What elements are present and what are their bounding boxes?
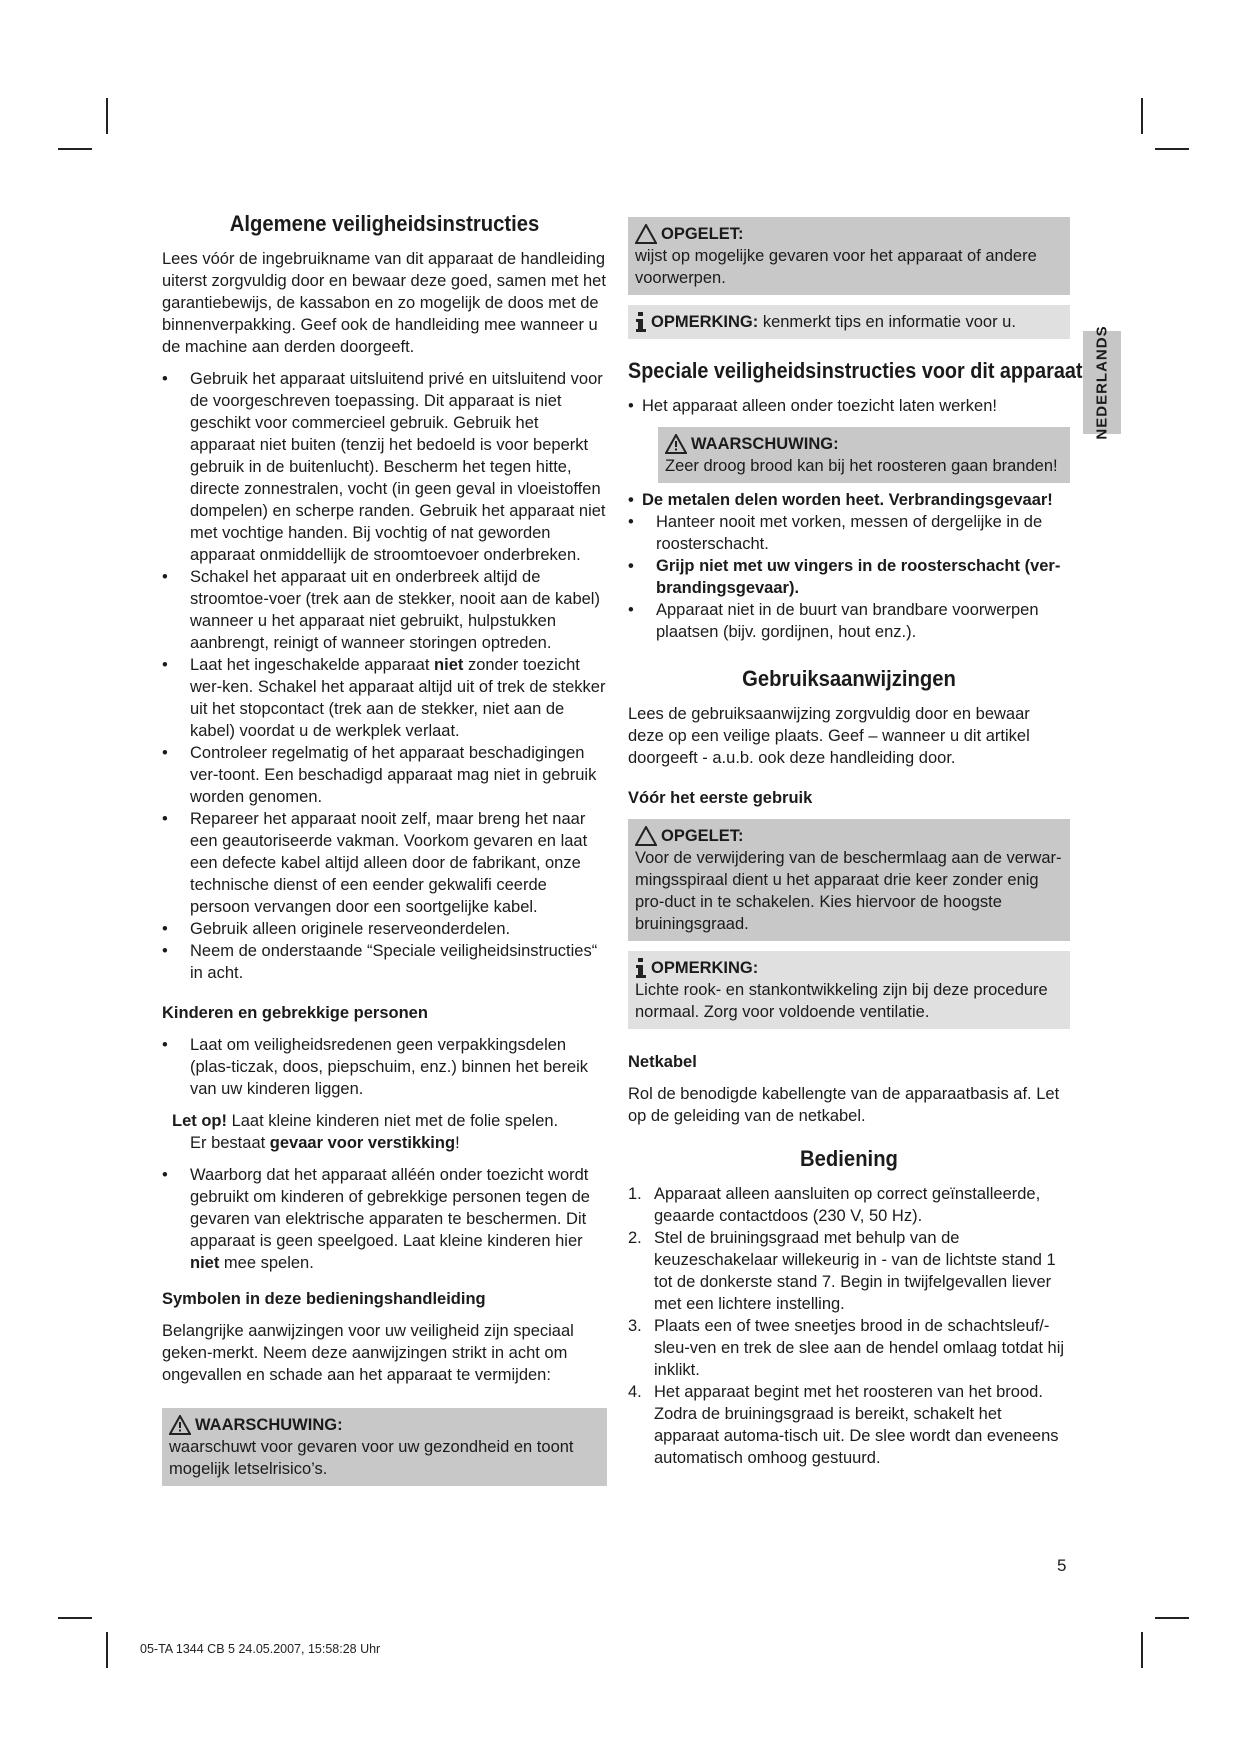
letop-note: Let op! Laat kleine kinderen niet met de folie spelen. Er bestaat gevaar voor verstikking! xyxy=(172,1112,559,1152)
caution-icon xyxy=(635,826,657,846)
list-item: • Grijp niet met uw vingers in de roosterschacht (ver-brandingsgevaar). xyxy=(628,557,1061,597)
special-list-2 xyxy=(628,489,1070,643)
warning-box-2 xyxy=(658,427,1070,483)
warning-text: waarschuwt voor gevaren voor uw gezondheid en toont mogelijk letselrisico’s. xyxy=(169,1438,574,1478)
info-icon xyxy=(635,958,647,978)
note-box xyxy=(628,305,1070,339)
caution-box-2 xyxy=(628,819,1070,941)
note-text: Lichte rook- en stankontwikkeling zijn bij deze procedure normaal. Zorg voor voldoende ventilatie. xyxy=(635,981,1048,1021)
operation-steps xyxy=(628,1183,1070,1469)
kids-list-2 xyxy=(162,1164,607,1274)
list-item: • Gebruik het apparaat uitsluitend privé en uitsluitend voor de voorgeschreven toepassing. Dit apparaat is niet geschikt voor commercieel gebruik. Gebruik het apparaat niet buiten (tenzij het bedoeld is voor beperkt gebruik in de buitenlucht). Bescherm het tegen hitte, directe zonnestralen, vocht (in geen geval in vloeistoffen dompelen) en scherpe randen. Gebruik het apparaat niet met vochtige handen. Bij vochtig of nat geworden apparaat onmiddellijk de stroomtoevoer onderbreken. xyxy=(162,370,606,564)
caution-text: Voor de verwijdering van de beschermlaag aan de verwar-mingsspiraal dient u het apparaat drie keer zonder enig pro-duct in te schakelen. Kies hiervoor de hoogste bruiningsgraad. xyxy=(635,849,1062,933)
usage-paragraph: Lees de gebruiksaanwijzing zorgvuldig door en bewaar deze op een veilige plaats. Geef – wanneer u dit artikel doorgeeft - a.u.b. ook deze handleiding door. xyxy=(628,705,1030,767)
list-item: • Het apparaat alleen onder toezicht laten werken! xyxy=(628,397,997,415)
symbols-heading: Symbolen in deze bedieningshandleiding xyxy=(162,1290,486,1308)
operation-heading: Bediening xyxy=(800,1146,898,1171)
list-item: • De metalen delen worden heet. Verbrandingsgevaar! xyxy=(628,491,1053,509)
cable-paragraph: Rol de benodigde kabellengte van de apparaatbasis af. Let op de geleiding van de netkabel. xyxy=(628,1085,1060,1125)
left-column xyxy=(162,210,607,1486)
list-item: 3. Plaats een of twee sneetjes brood in de schachtsleuf/-sleu-ven en trek de slee aan de hendel omlaag totdat hij inklikt. xyxy=(628,1317,1065,1379)
list-item: • Controleer regelmatig of het apparaat beschadigingen ver-toont. Een beschadigd apparaat mag niet in gebruik worden genomen. xyxy=(162,744,597,806)
crop-mark xyxy=(1141,1632,1143,1668)
caution-icon xyxy=(635,224,657,244)
crop-mark xyxy=(1141,98,1143,134)
warning-label: WAARSCHUWING: xyxy=(691,435,839,453)
print-footer: 05-TA 1344 CB 5 24.05.2007, 15:58:28 Uhr xyxy=(140,1642,381,1656)
list-item: • Waarborg dat het apparaat alléén onder toezicht wordt gebruikt om kinderen of gebrekkige personen tegen de gevaren van elektrische apparaten te beschermen. Dit apparaat is geen speelgoed. Laat kleine kinderen hier niet mee spelen. xyxy=(162,1166,590,1272)
safety-list xyxy=(162,368,607,984)
list-item: • Laat om veiligheidsredenen geen verpakkingsdelen (plas-ticzak, doos, piepschuim, enz.) binnen het bereik van uw kinderen liggen. xyxy=(162,1036,589,1098)
crop-mark xyxy=(58,1617,92,1619)
crop-mark xyxy=(106,1632,108,1668)
note-text: kenmerkt tips en informatie voor u. xyxy=(758,313,1016,331)
symbols-paragraph: Belangrijke aanwijzingen voor uw veiligheid zijn speciaal geken-merkt. Neem deze aanwijzingen strikt in acht om ongevallen en schade aan het apparaat te vermijden: xyxy=(162,1322,574,1384)
warning-box xyxy=(162,1408,607,1486)
warning-text: Zeer droog brood kan bij het roosteren gaan branden! xyxy=(665,457,1058,475)
info-icon xyxy=(635,312,647,332)
intro-paragraph: Lees vóór de ingebruikname van dit apparaat de handleiding uiterst zorgvuldig door en bewaar deze goed, samen met het garantiebewijs, de kassabon en zo mogelijk de doos met de binnenverpakking. Geef ook de handleiding mee wanneer u de machine aan derden doorgeeft. xyxy=(162,250,606,356)
kids-heading: Kinderen en gebrekkige personen xyxy=(162,1004,428,1022)
language-label: NEDERLANDS xyxy=(1093,325,1111,440)
list-item: • Apparaat niet in de buurt van brandbare voorwerpen plaatsen (bijv. gordijnen, hout enz.). xyxy=(628,601,1039,641)
note-box-2 xyxy=(628,951,1070,1029)
crop-mark xyxy=(1155,148,1189,150)
first-use-heading: Vóór het eerste gebruik xyxy=(628,789,813,807)
list-item: • Repareer het apparaat nooit zelf, maar breng het naar een geautoriseerde vakman. Voorkom gevaren en laat een defecte kabel altijd alleen door de fabrikant, onze technische dienst of een eender gekwalifi ceerde persoon vervangen door een soortgelijke kabel. xyxy=(162,810,588,916)
list-item: • Schakel het apparaat uit en onderbreek altijd de stroomtoe-voer (trek aan de stekker, nooit aan de kabel) wanneer u het apparaat niet gebruikt, hulpstukken aanbrengt, reinigt of wanneer storingen optreden. xyxy=(162,568,600,652)
crop-mark xyxy=(58,148,92,150)
special-list xyxy=(628,395,1070,417)
caution-label: OPGELET: xyxy=(661,827,744,845)
warning-label: WAARSCHUWING: xyxy=(195,1416,343,1434)
list-item: • Laat het ingeschakelde apparaat niet zonder toezicht wer-ken. Schakel het apparaat altijd uit of trek de stekker uit het stopcontact (trek aan de stekker, niet aan de kabel) voordat u de werkplek verlaat. xyxy=(162,656,606,740)
warning-icon xyxy=(169,1415,191,1435)
list-item: • Gebruik alleen originele reserveonderdelen. xyxy=(162,920,511,938)
note-label: OPMERKING: xyxy=(651,313,759,331)
caution-label: OPGELET: xyxy=(661,225,744,243)
kids-list xyxy=(162,1034,607,1100)
caution-box xyxy=(628,217,1070,295)
list-item: • Neem de onderstaande “Speciale veiligheidsinstructies“ in acht. xyxy=(162,942,598,982)
page-number: 5 xyxy=(1057,1556,1067,1575)
list-item: 1. Apparaat alleen aansluiten op correct geïnstalleerde, geaarde contactdoos (230 V, 50 Hz). xyxy=(628,1185,1041,1225)
general-safety-heading: Algemene veiligheidsinstructies xyxy=(229,211,540,236)
usage-heading: Gebruiksaanwijzingen xyxy=(742,666,956,691)
caution-text: wijst op mogelijke gevaren voor het apparaat of andere voorwerpen. xyxy=(635,247,1037,287)
list-item: • Hanteer nooit met vorken, messen of dergelijke in de roosterschacht. xyxy=(628,513,1043,553)
note-label: OPMERKING: xyxy=(651,959,759,977)
crop-mark xyxy=(106,98,108,134)
list-item: 4. Het apparaat begint met het roosteren van het brood. Zodra de bruiningsgraad is bereikt, schakelt het apparaat automa-tisch uit. De slee wordt dan eveneens automatisch omhoog gestuurd. xyxy=(628,1383,1059,1467)
list-item: 2. Stel de bruiningsgraad met behulp van de keuzeschakelaar willekeurig in - van de lichtste stand 1 tot de donkerste stand 7. Begin in twijfelgevallen liever met een lichtere instelling. xyxy=(628,1229,1056,1313)
language-tab xyxy=(1083,325,1121,440)
right-column xyxy=(628,217,1083,1469)
warning-icon xyxy=(665,434,687,454)
cable-heading: Netkabel xyxy=(628,1053,697,1071)
crop-mark xyxy=(1155,1617,1189,1619)
special-safety-heading: Speciale veiligheidsinstructies voor dit apparaat xyxy=(628,358,1083,383)
